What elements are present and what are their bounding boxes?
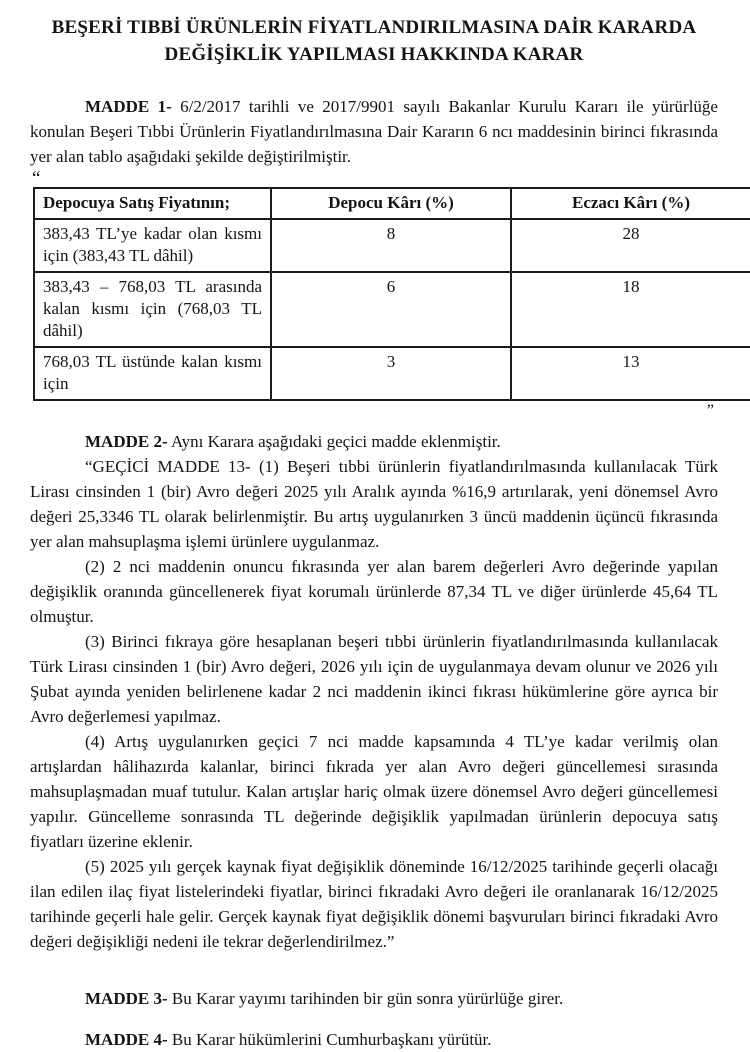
title-line-2: DEĞİŞİKLİK YAPILMASI HAKKINDA KARAR	[164, 44, 584, 65]
madde-4-paragraph	[30, 1027, 718, 1052]
gecici-madde-paragraph-5: (5) 2025 yılı gerçek kaynak fiyat değişiklik döneminde 16/12/2025 tarihinde geçerli olacağı ilan edilen ilaç fiyat listelerindeki fiyatlar, birinci fıkradaki Avro değeri ile oranlanarak 16/12/2025 tarihinde geçerli hale gelir. Gerçek kaynak fiyat değişiklik dönemi başvuruları birinci fıkradaki Avro değeri değişikliği nedeni ile tekrar değerlendirilmez.”	[30, 857, 718, 951]
madde-2-text: Aynı Karara aşağıdaki geçici madde eklenmiştir.	[170, 432, 501, 451]
gecici-madde-paragraph-4: (4) Artış uygulanırken geçici 7 nci madde kapsamında 4 TL’ye kadar verilmiş olan artışlardan hâlihazırda kalanlar, birinci fıkrada yer alan Avro değeri güncellemesi sırasında mahsuplaşmadan muaf tutulur. Kalan artışlar hariç olmak üzere dönemsel Avro değeri güncellemesi yapılır. Güncelleme sonrasında TL değerinde değişiklik yapılmadan ürünlerin depocuya satış fiyatları üzerine eklenir.	[30, 732, 718, 851]
madde-3-paragraph	[30, 986, 718, 1011]
column-header-eczaci-kari: Eczacı Kârı (%)	[511, 188, 750, 219]
eczaci-value-row-3: 13	[511, 347, 750, 400]
gecici-madde-paragraph-2: (2) 2 nci maddenin onuncu fıkrasında yer alan barem değerleri Avro değerinde yapılan değişiklik oranında güncellenerek fiyat korumalı ürünlerde 87,34 TL ve diğer ürünlerde 45,64 TL olmuştur.	[30, 557, 718, 626]
table-row	[34, 347, 750, 400]
column-header-depocu-kari: Depocu Kârı (%)	[271, 188, 511, 219]
gecici-madde-paragraph-3: (3) Birinci fıkraya göre hesaplanan beşeri tıbbi ürünlerin fiyatlandırılmasında kullanılacak Türk Lirası cinsinden 1 (bir) Avro değeri, 2026 yılı için de uygulanmaya devam olunur ve 2026 yılı Şubat ayında yeniden belirlenene kadar 2 nci maddenin ikinci fıkrası hükümlerine göre ayrıca bir Avro değerlemesi yapılmaz.	[30, 632, 718, 726]
madde-3-text: Bu Karar yayımı tarihinden bir gün sonra yürürlüğe girer.	[171, 989, 564, 1008]
madde-2-label: MADDE 2-	[85, 432, 168, 451]
madde-1-paragraph	[30, 94, 718, 169]
eczaci-value-row-1: 28	[511, 219, 750, 272]
madde-1-text: 6/2/2017 tarihli ve 2017/9901 sayılı Bakanlar Kurulu Kararı ile yürürlüğe konulan Beşeri Tıbbi Ürünlerin Fiyatlandırılmasına Dair Kararın 6 ncı maddesinin birinci fıkrasında yer alan tablo aşağıdaki şekilde değiştirilmiştir.	[30, 97, 718, 166]
gecici-madde-paragraph-1: “GEÇİCİ MADDE 13- (1) Beşeri tıbbi ürünlerin fiyatlandırılmasında kullanılacak Türk Lirası cinsinden 1 (bir) Avro değeri 2025 yılı Aralık ayında %16,9 artırılarak, yeni dönemsel Avro değeri 25,3346 TL olarak belirlenmiştir. Bu artış uygulanırken 3 üncü maddenin üçüncü fıkrasında yer alan mahsuplaşma işlemi ürünlere uygulanmaz.	[30, 457, 718, 551]
pricing-table	[33, 187, 750, 401]
eczaci-value-row-2: 18	[511, 272, 750, 347]
band-cell-row-1: 383,43 TL’ye kadar olan kısmı için (383,43 TL dâhil)	[34, 219, 271, 272]
band-cell-row-3: 768,03 TL üstünde kalan kısmı için	[34, 347, 271, 400]
column-header-band: Depocuya Satış Fiyatının;	[34, 188, 271, 219]
madde-4-label: MADDE 4-	[85, 1030, 168, 1049]
madde-1-label: MADDE 1-	[85, 97, 172, 116]
pricing-table-header-row	[34, 188, 750, 219]
table-close-quote: ”	[706, 402, 714, 419]
depocu-value-row-2: 6	[271, 272, 511, 347]
page-title	[30, 14, 718, 68]
table-open-quote: “	[32, 168, 41, 189]
depocu-value-row-1: 8	[271, 219, 511, 272]
band-cell-row-2: 383,43 – 768,03 TL arasında kalan kısmı için (768,03 TL dâhil)	[34, 272, 271, 347]
madde-2-paragraph	[30, 429, 718, 454]
madde-3-label: MADDE 3-	[85, 989, 168, 1008]
depocu-value-row-3: 3	[271, 347, 511, 400]
madde-4-text: Bu Karar hükümlerini Cumhurbaşkanı yürütür.	[171, 1030, 492, 1049]
title-line-1: BEŞERİ TIBBİ ÜRÜNLERİN FİYATLANDIRILMASINA DAİR KARARDA	[51, 17, 697, 38]
table-row	[34, 272, 750, 347]
table-row	[34, 219, 750, 272]
